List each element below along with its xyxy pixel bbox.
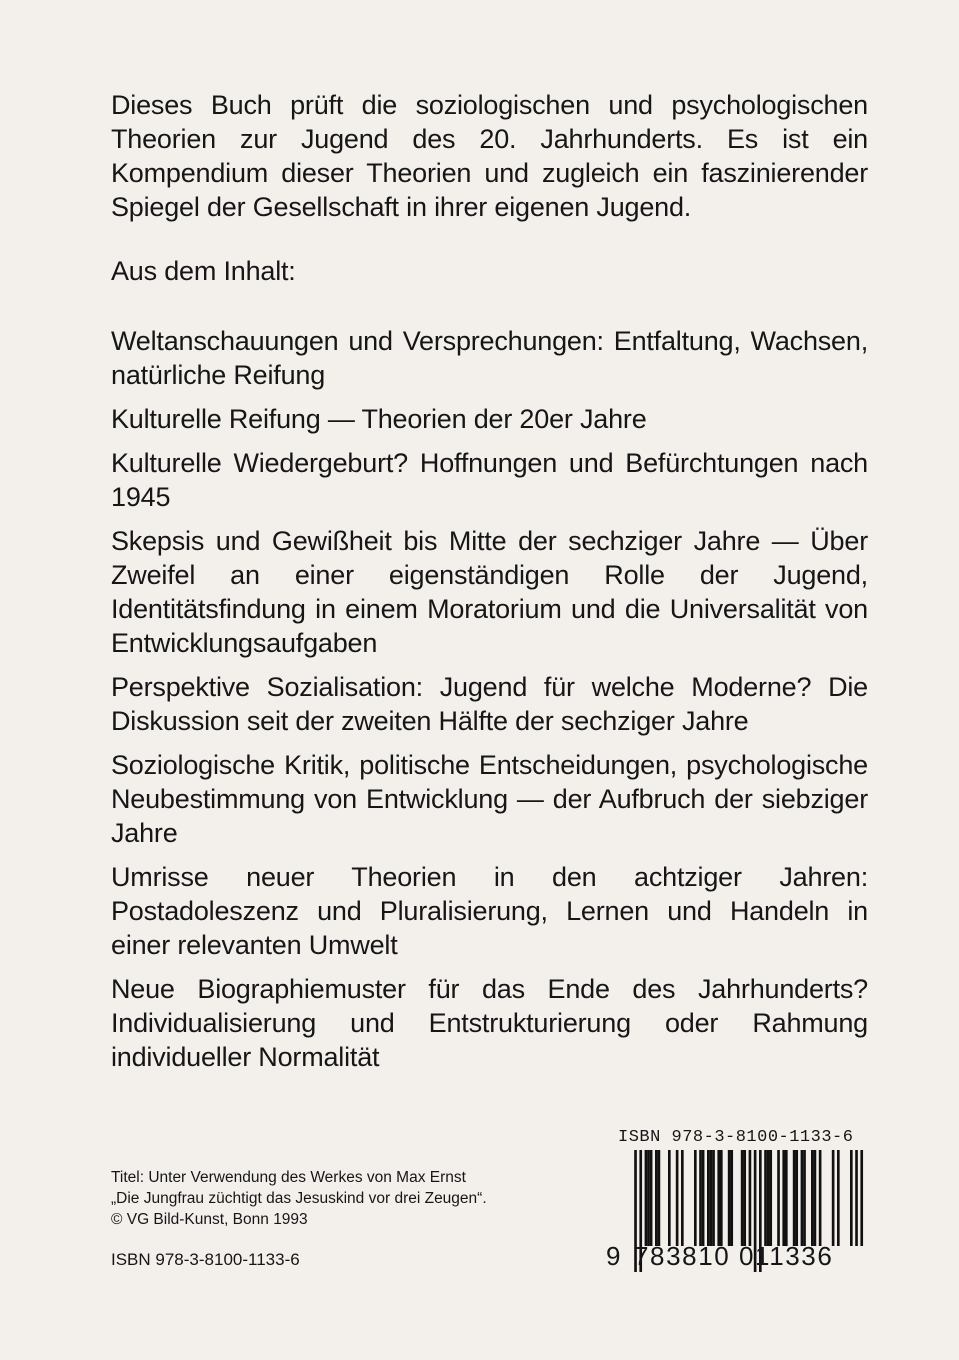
barcode-bar bbox=[702, 1150, 705, 1246]
barcode-bar bbox=[720, 1150, 723, 1246]
barcode-bar bbox=[767, 1150, 770, 1246]
barcode-block bbox=[606, 1127, 868, 1273]
barcode-bar bbox=[728, 1150, 731, 1246]
contents-item: Kulturelle Reifung — Theorien der 20er Jahre bbox=[111, 404, 647, 434]
contents-item: Umrisse neuer Theorien in den achtziger Jahren: Postadoleszenz und Pluralisierung, Lernen und Handeln in einer relevanten Umwelt bbox=[111, 862, 868, 960]
barcode-bar bbox=[837, 1150, 840, 1246]
cover-credits bbox=[111, 1167, 551, 1230]
barcode-bar bbox=[647, 1150, 650, 1246]
barcode-bar bbox=[707, 1150, 710, 1246]
barcode-isbn-label: ISBN 978-3-8100-1133-6 bbox=[618, 1128, 854, 1147]
barcode-bar bbox=[782, 1150, 785, 1246]
contents-item: Kulturelle Wiedergeburt? Hoffnungen und Befürchtungen nach 1945 bbox=[111, 448, 868, 512]
barcode-bar bbox=[814, 1150, 817, 1246]
barcode-bar bbox=[741, 1150, 744, 1246]
contents-item: Perspektive Sozialisation: Jugend für welche Moderne? Die Diskussion seit der zweiten Hälfte der sechziger Jahre bbox=[111, 672, 868, 736]
barcode-bar bbox=[650, 1150, 653, 1246]
barcode-bar bbox=[832, 1150, 835, 1246]
barcode-bar bbox=[710, 1150, 713, 1246]
barcode-bar bbox=[668, 1150, 671, 1246]
barcode-bar bbox=[819, 1150, 822, 1246]
barcode-bar bbox=[855, 1150, 858, 1246]
contents-item: Soziologische Kritik, politische Entscheidungen, psychologische Neubestimmung von Entwicklung — der Aufbruch der siebziger Jahre bbox=[111, 750, 868, 848]
isbn-text: ISBN 978-3-8100-1133-6 bbox=[111, 1250, 300, 1269]
barcode-left-group: 783810 bbox=[634, 1241, 731, 1271]
contents-item: Neue Biographiemuster für das Ende des Jahrhunderts? Individualisierung und Entstrukturierung oder Rahmung individueller Normalität bbox=[111, 974, 868, 1072]
barcode-first-digit: 9 bbox=[606, 1241, 621, 1271]
barcode-bar bbox=[712, 1150, 715, 1246]
barcode-bar bbox=[793, 1150, 796, 1246]
intro-paragraph: Dieses Buch prüft die soziologischen und psychologischen Theorien zur Jugend des 20. Jahrhunderts. Es ist ein Kompendium dieser Theorien und zugleich ein faszinierender Spiegel der Gesellschaft in ihrer eigenen Jugend. bbox=[111, 90, 868, 222]
contents-item: Skepsis und Gewißheit bis Mitte der sechziger Jahre — Über Zweifel an einer eigenständigen Rolle der Jugend, Identitätsfindung in einem Moratorium und die Universalität von Entwicklungsaufgaben bbox=[111, 526, 868, 658]
barcode-right-group: 011336 bbox=[739, 1241, 834, 1271]
credits-line: „Die Jungfrau züchtigt das Jesuskind vor drei Zeugen“. bbox=[111, 1190, 487, 1207]
credits-line: Titel: Unter Verwendung des Werkes von Max Ernst bbox=[111, 1169, 466, 1186]
barcode-bar bbox=[769, 1150, 772, 1246]
credits-line: © VG Bild-Kunst, Bonn 1993 bbox=[111, 1211, 308, 1228]
barcode-bar bbox=[645, 1150, 648, 1246]
barcode-bar bbox=[694, 1150, 697, 1246]
barcode-bar bbox=[860, 1150, 863, 1246]
barcode-bar bbox=[699, 1150, 702, 1246]
blurb-section bbox=[111, 88, 868, 1084]
barcode-bar bbox=[801, 1150, 804, 1246]
barcode-bar bbox=[730, 1150, 733, 1246]
barcode-bar bbox=[655, 1150, 658, 1246]
barcode-bar bbox=[658, 1150, 661, 1246]
barcode-bar bbox=[803, 1150, 806, 1246]
barcode-bar bbox=[749, 1150, 752, 1246]
barcode-bar bbox=[850, 1150, 853, 1246]
barcode-bar bbox=[676, 1150, 679, 1246]
contents-list bbox=[111, 324, 868, 1074]
barcode-bar bbox=[777, 1150, 780, 1246]
barcode-bar bbox=[681, 1150, 684, 1246]
contents-heading: Aus dem Inhalt: bbox=[111, 256, 296, 286]
barcode-bar bbox=[785, 1150, 788, 1246]
barcode-bar bbox=[743, 1150, 746, 1246]
barcode-bar bbox=[811, 1150, 814, 1246]
barcode-bar bbox=[717, 1150, 720, 1246]
barcode-bar bbox=[764, 1150, 767, 1246]
contents-item: Weltanschauungen und Versprechungen: Entfaltung, Wachsen, natürliche Reifung bbox=[111, 326, 868, 390]
barcode-bar bbox=[795, 1150, 798, 1246]
